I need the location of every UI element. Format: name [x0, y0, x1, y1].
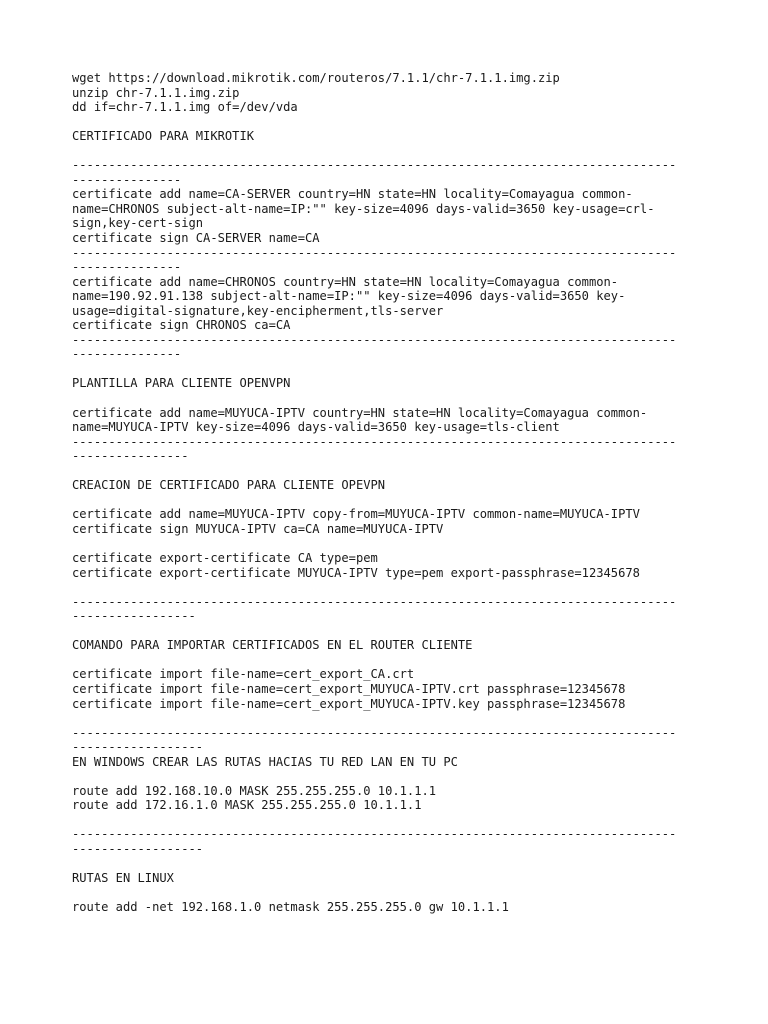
blank-line [72, 711, 702, 726]
section-heading: RUTAS EN LINUX [72, 871, 174, 886]
blank-line [72, 391, 702, 406]
blank-line [72, 580, 702, 595]
blank-line [72, 464, 702, 479]
text-line: name=190.92.91.138 subject-alt-name=IP:"" key-size=4096 days-valid=3650 key- [72, 289, 626, 304]
command-line: certificate add name=MUYUCA-IPTV copy-from=MUYUCA-IPTV common-name=MUYUCA-IPTV [72, 507, 640, 522]
separator-line: ------------------ [72, 740, 204, 755]
command-line: route add 192.168.10.0 MASK 255.255.255.0 10.1.1.1 [72, 783, 437, 798]
command-line: certificate add name=CHRONOS country=HN state=HN locality=Comayagua common- [72, 274, 619, 289]
document-body [72, 71, 702, 915]
separator-line: ----------------- [72, 609, 196, 624]
command-line: route add -net 192.168.1.0 netmask 255.255.255.0 gw 10.1.1.1 [72, 900, 509, 915]
command-line: route add 172.16.1.0 MASK 255.255.255.0 10.1.1.1 [72, 798, 422, 813]
blank-line [72, 115, 702, 130]
blank-line [72, 813, 702, 828]
blank-line [72, 493, 702, 508]
separator-line: --------------- [72, 347, 182, 362]
text-line: usage=digital-signature,key-encipherment,tls-server [72, 303, 444, 318]
text-line: name=CHRONOS subject-alt-name=IP:"" key-size=4096 days-valid=3650 key-usage=crl- [72, 201, 655, 216]
section-heading: CERTIFICADO PARA MIKROTIK [72, 129, 255, 144]
separator-line: ----------------------------------------------------------------------------------- [72, 827, 677, 842]
text-line: name=MUYUCA-IPTV key-size=4096 days-valid=3650 key-usage=tls-client [72, 420, 560, 435]
command-line: certificate sign CHRONOS ca=CA [72, 318, 291, 333]
separator-line: ----------------------------------------------------------------------------------- [72, 725, 677, 740]
command-line: certificate sign MUYUCA-IPTV ca=CA name=MUYUCA-IPTV [72, 521, 444, 536]
separator-line: --------------- [72, 172, 182, 187]
section-heading: EN WINDOWS CREAR LAS RUTAS HACIAS TU RED LAN EN TU PC [72, 754, 458, 769]
section-heading: PLANTILLA PARA CLIENTE OPENVPN [72, 376, 291, 391]
command-line: certificate import file-name=cert_export_MUYUCA-IPTV.key passphrase=12345678 [72, 696, 626, 711]
section-heading: CREACION DE CERTIFICADO PARA CLIENTE OPEVPN [72, 478, 386, 493]
blank-line [72, 144, 702, 159]
separator-line: ---------------- [72, 449, 189, 464]
blank-line [72, 886, 702, 901]
blank-line [72, 624, 702, 639]
command-line: wget https://download.mikrotik.com/routeros/7.1.1/chr-7.1.1.img.zip [72, 71, 560, 85]
separator-line: ----------------------------------------------------------------------------------- [72, 332, 677, 347]
blank-line [72, 769, 702, 784]
command-line: certificate sign CA-SERVER name=CA [72, 231, 320, 246]
separator-line: ----------------------------------------------------------------------------------- [72, 245, 677, 260]
separator-line: ----------------------------------------------------------------------------------- [72, 158, 677, 173]
separator-line: ----------------------------------------------------------------------------------- [72, 594, 677, 609]
command-line: certificate import file-name=cert_export_CA.crt [72, 667, 415, 682]
text-line: sign,key-cert-sign [72, 216, 204, 231]
blank-line [72, 537, 702, 552]
command-line: certificate import file-name=cert_export_MUYUCA-IPTV.crt passphrase=12345678 [72, 681, 626, 696]
blank-line [72, 653, 702, 668]
blank-line [72, 362, 702, 377]
command-line: certificate export-certificate CA type=pem [72, 551, 378, 566]
command-line: certificate add name=MUYUCA-IPTV country=HN state=HN locality=Comayagua common- [72, 405, 648, 420]
command-line: certificate export-certificate MUYUCA-IPTV type=pem export-passphrase=12345678 [72, 565, 640, 580]
section-heading: COMANDO PARA IMPORTAR CERTIFICADOS EN EL ROUTER CLIENTE [72, 638, 473, 653]
blank-line [72, 857, 702, 872]
command-line: unzip chr-7.1.1.img.zip [72, 85, 240, 100]
separator-line: --------------- [72, 260, 182, 275]
separator-line: ----------------------------------------------------------------------------------- [72, 434, 677, 449]
separator-line: ------------------ [72, 841, 204, 856]
command-line: certificate add name=CA-SERVER country=HN state=HN locality=Comayagua common- [72, 187, 633, 202]
command-line: dd if=chr-7.1.1.img of=/dev/vda [72, 100, 298, 115]
